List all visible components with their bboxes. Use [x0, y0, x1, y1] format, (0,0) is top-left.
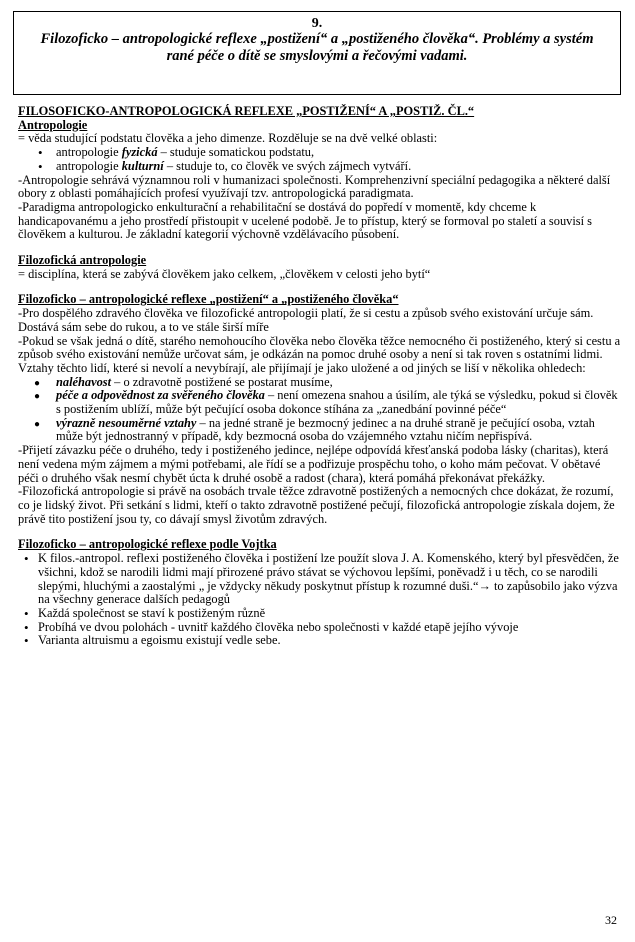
title-box — [13, 11, 621, 95]
paragraph: = disciplína, která se zabývá člověkem jako celkem, „člověkem v celosti jeho bytí“ — [18, 266, 431, 281]
page-number: 32 — [605, 913, 617, 927]
antropologie-intro: = věda studující podstatu člověka a jeho dimenze. Rozděluje se na dvě velké oblasti: — [18, 131, 438, 146]
chapter-number: 9. — [311, 16, 323, 31]
list-item: • Každá společnost se staví k postiženým různě — [38, 607, 624, 621]
vojtko-list — [18, 552, 624, 648]
paragraph: -Antropologie sehrává významnou roli v humanizaci společnosti. Komprehenzivní speciální pedagogika a některé další obory z oblasti pomáhajících profesí využívají tzv. antropologická paradigmata. — [18, 172, 611, 201]
antropologie-heading: Antropologie — [18, 117, 88, 132]
list-item: ● výrazně nesouměrné vztahy – na jedné straně je bezmocný jedinec a na druhé straně je pečující osoba, vztah může být jednostranný v případě, kdy bezmocná osoba do vzájemného vztahu ničím nepřispívá. — [56, 417, 624, 444]
list-item: • K filos.-antropol. reflexi postiženého člověka i postižení lze použít slova J. A. Komenského, který byl přesvědčen, že všichni, kdož se narodili lidmi mají přirozené právo stávat se výchovou lepšími, poněvadž i u těch, co se narodili slepými, hluchými a zaostalými „ je vždycky někudy poskytnut přístup k rozumné duši.“→ to zapůsobilo jako výzva na všechny generace dalších pedagogů — [38, 552, 624, 607]
chapter-title: Filozoficko – antropologické reflexe „postižení“ a „postiženého člověka“. Problémy a systém rané péče o dítě se smyslovými a řečovými vadami. — [40, 31, 594, 64]
paragraph: -Přijetí závazku péče o druhého, tedy i postiženého jedince, nejlépe odpovídá křesťanská podoba lásky (charitas), která není vedena mým zájmem a mými potřebami, ale řídí se a podřizuje prospěchu toho, o koho mám pečovat. V obětavé péči o druhého však nesmí chybět úcta k druhé osobě a radost (chara), která pomáhá překonávat překážky. — [18, 443, 609, 485]
paragraph: -Pokud se však jedná o dítě, starého nemohoucího člověka nebo člověka těžce nemocného či postiženého, který si cestu a způsob svého existování nemůže určovat sám, je odkázán na pomoc druhé osoby a není si tak roven s ostatními lidmi. — [18, 333, 621, 362]
paragraph: -Filozofická antropologie si právě na osobách trvale těžce zdravotně postižených a nemocných chce dokázat, že rozumí, co je lidský život. Při setkání s lidmi, kteří o takto zdravotně postižené pečují, filozofická antropologie získala dojem, že právě tito postižení jsou ty, co dávají smysl životům zdravých. — [18, 484, 615, 526]
reflexe-list — [18, 376, 624, 445]
paragraph: -Paradigma antropologicko enkulturační a rehabilitační se dostává do popředí v momentě, kdy chceme k handicapovanému a jeho prostředí přistoupit v ucelené podobě. Je to přístup, který se formoval po staletí a souvisí s člověkem a kulturou. Je základní kategorií výchovně vzdělávacího působení. — [18, 199, 592, 242]
list-item: • Probíhá ve dvou polohách - uvnitř každého člověka nebo společnosti v každé etapě jejího vývoje — [38, 621, 624, 635]
list-item: • antropologie fyzická – studuje somatickou podstatu, — [56, 146, 624, 160]
list-item: ● péče a odpovědnost za svěřeného člověka – není omezena snahou a úsilím, ale týká se výsledku, pokud si člověk s postižením ublíží, může být pečující osoba dokonce stíhána za „zanedbání povinné péče“ — [56, 389, 624, 416]
paragraph: Vztahy těchto lidí, které si nevolí a nevybírají, ale přijímají je jako uložené a od jiných se liší v několika ohledech: — [18, 360, 586, 375]
list-item: • Varianta altruismu a egoismu existují vedle sebe. — [38, 634, 624, 648]
main-heading: FILOSOFICKO-ANTROPOLOGICKÁ REFLEXE „POSTIŽENÍ“ A „POSTIŽ. ČL.“ — [18, 104, 475, 118]
reflexe-heading: Filozoficko – antropologické reflexe „postižení“ a „postiženého člověka“ — [18, 292, 399, 307]
filozoficka-heading: Filozofická antropologie — [18, 253, 147, 268]
vojtko-heading: Filozoficko – antropologické reflexe podle Vojtka — [18, 537, 277, 552]
document-body — [18, 105, 624, 648]
list-item: ● naléhavost – o zdravotně postižené se postarat musíme, — [56, 376, 624, 390]
paragraph: -Pro dospělého zdravého člověka ve filozofické antropologii platí, že si cestu a způsob svého existování určuje sám. Dostává sám sebe do rukou, a to ve stále širší míře — [18, 306, 594, 334]
antropologie-list — [18, 146, 624, 173]
list-item: • antropologie kulturní – studuje to, co člověk ve svých zájmech vytváří. — [56, 160, 624, 174]
